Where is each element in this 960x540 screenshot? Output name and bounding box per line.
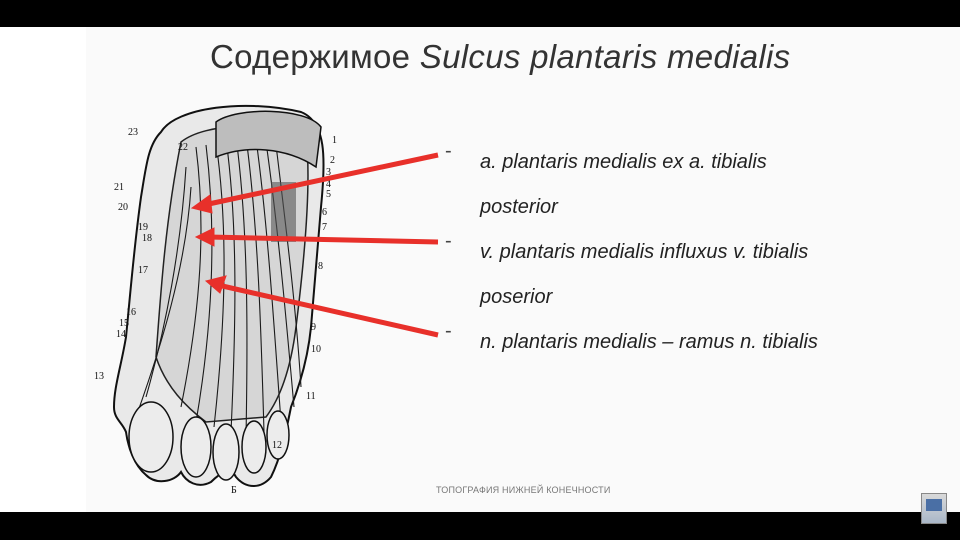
label-5: 5	[326, 189, 331, 200]
label-18: 18	[142, 233, 152, 244]
label-16: 16	[126, 307, 136, 318]
label-21: 21	[114, 182, 124, 193]
label-14: 14	[116, 329, 126, 340]
bullet-line: posterior	[480, 196, 558, 218]
left-margin	[0, 0, 86, 540]
bullet-line: n. plantaris medialis – ramus n. tibialis	[480, 331, 818, 353]
bottom-letterbox-bar	[0, 512, 960, 540]
bullet-marker: -	[445, 140, 452, 162]
label-4: 4	[326, 179, 331, 190]
slide-title	[210, 38, 870, 76]
bullet-list	[445, 140, 915, 365]
label-11: 11	[306, 391, 316, 402]
bullet-nerve	[445, 320, 915, 365]
label-22: 22	[178, 142, 188, 153]
presenter-thumbnail-icon[interactable]	[921, 493, 947, 524]
bullet-vein	[445, 230, 915, 320]
label-20: 20	[118, 202, 128, 213]
bullet-line: a. plantaris medialis ex a. tibialis	[480, 151, 767, 173]
label-19: 19	[138, 222, 148, 233]
title-plain: Содержимое	[210, 38, 420, 75]
label-6: 6	[322, 207, 327, 218]
slide-footer: ТОПОГРАФИЯ НИЖНЕЙ КОНЕЧНОСТИ	[436, 485, 611, 495]
top-letterbox-bar	[0, 0, 960, 27]
bullet-line: poserior	[480, 286, 553, 308]
label-13: 13	[94, 371, 104, 382]
label-3: 3	[326, 167, 331, 178]
label-15: 15	[119, 318, 129, 329]
bullet-marker: -	[445, 230, 452, 252]
title-italic: Sulcus plantaris medialis	[419, 38, 791, 75]
bullet-marker: -	[445, 320, 452, 342]
label-2: 2	[330, 155, 335, 166]
bullet-artery	[445, 140, 915, 230]
bullet-line: v. plantaris medialis influxus v. tibialis	[480, 241, 809, 263]
label-1: 1	[332, 135, 337, 146]
label-9: 9	[311, 322, 316, 333]
thumbnail-screen	[926, 499, 942, 511]
label-12: 12	[272, 440, 282, 451]
label-7: 7	[322, 222, 327, 233]
label-23: 23	[128, 127, 138, 138]
label-10: 10	[311, 344, 321, 355]
label-8: 8	[318, 261, 323, 272]
label-B: Б	[231, 485, 237, 496]
label-17: 17	[138, 265, 148, 276]
